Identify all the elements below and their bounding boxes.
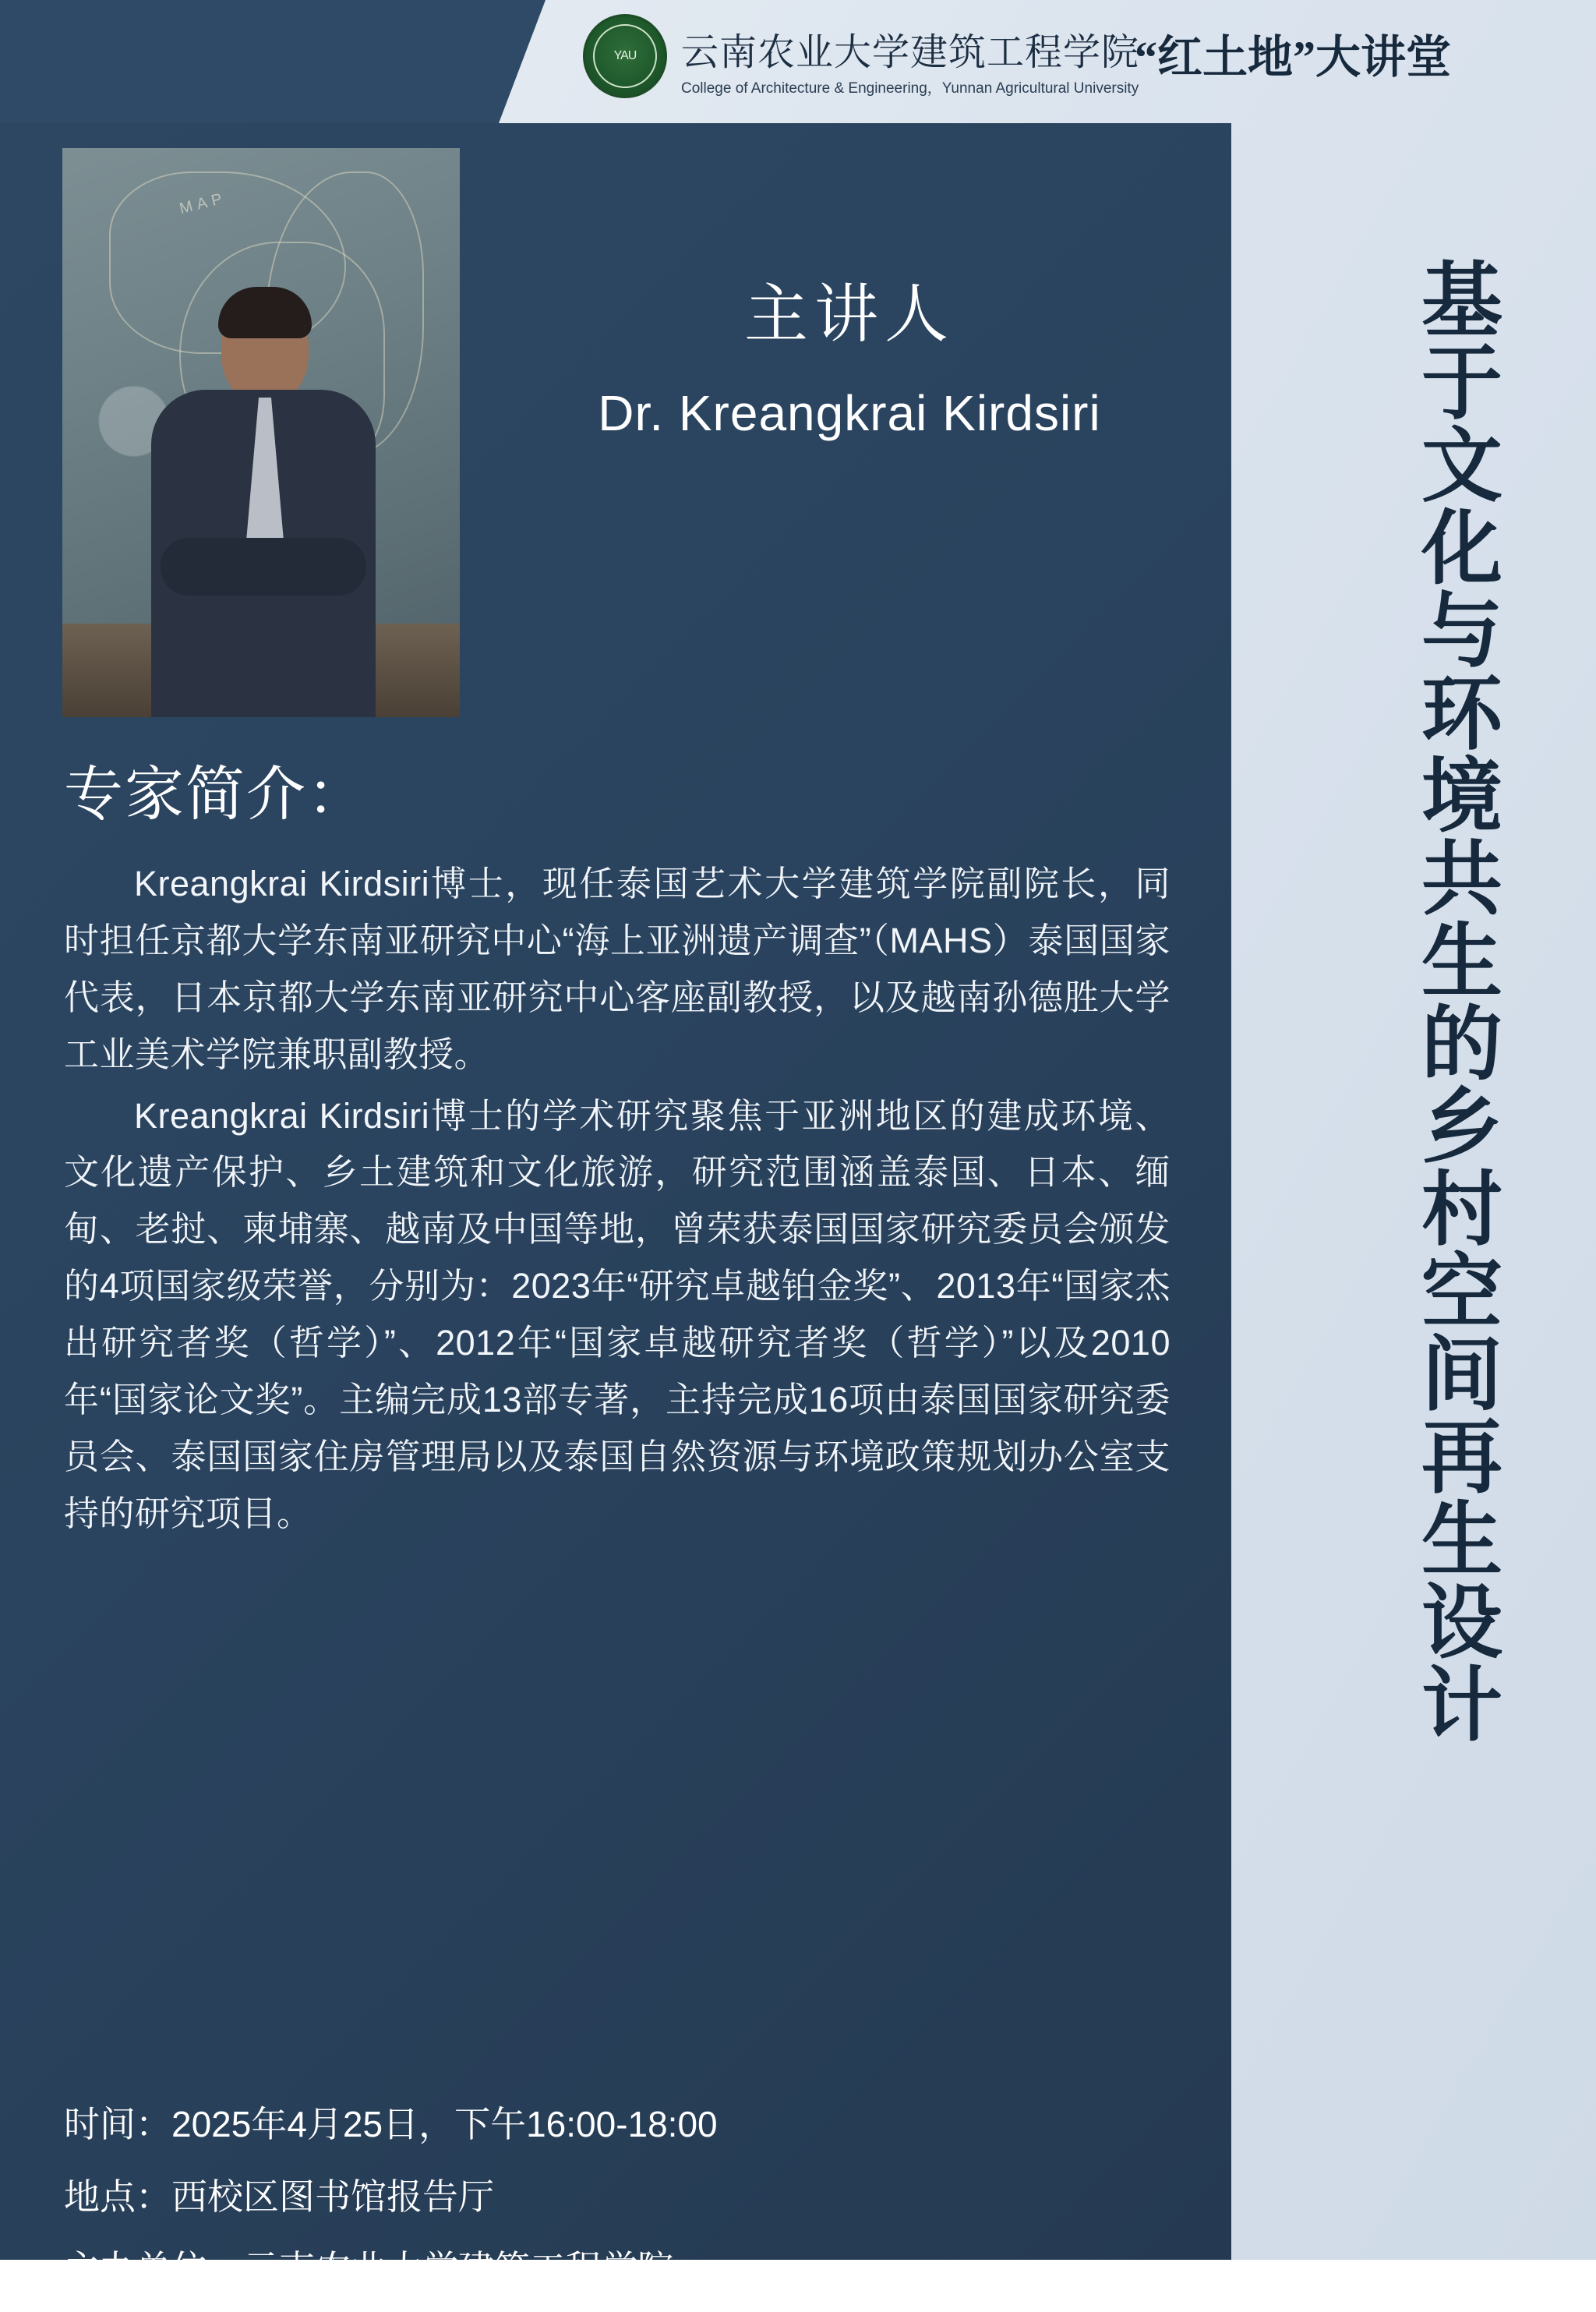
event-info bbox=[64, 2095, 718, 2312]
speaker-title: 主讲人 bbox=[743, 279, 955, 350]
person-figure bbox=[147, 281, 380, 717]
event-place-label: 地点： bbox=[64, 2176, 171, 2217]
event-time-value: 2025年4月25日，下午16:00-18:00 bbox=[171, 2104, 718, 2144]
event-place-row bbox=[64, 2168, 718, 2226]
university-crest-icon bbox=[583, 14, 667, 98]
event-host-label: 主办单位： bbox=[64, 2248, 243, 2289]
main-panel bbox=[0, 123, 1231, 2289]
event-time-row bbox=[64, 2095, 718, 2154]
event-host-row bbox=[64, 2240, 718, 2298]
speaker-block bbox=[499, 263, 1200, 442]
university-name-cn: 云南农业大学建筑工程学院 bbox=[681, 32, 1140, 73]
event-place-value: 西校区图书馆报告厅 bbox=[171, 2176, 494, 2217]
person-folded-arms bbox=[161, 538, 366, 596]
speaker-portrait bbox=[62, 148, 460, 717]
bio-paragraph: Kreangkrai Kirdsiri博士，现任泰国艺术大学建筑学院副院长，同时担任京都大学东南亚研究中心“海上亚洲遗产调查”（MAHS）泰国国家代表，日本京都大学东南亚研究中心客座副教授，以及越南孙德胜大学工业美术学院兼职副教授。 bbox=[64, 864, 1171, 1074]
bio-body bbox=[64, 856, 1171, 1547]
lecture-topic-title: 基于文化与环境共生的乡村空间再生设计 bbox=[1409, 257, 1499, 1745]
bio-heading: 专家简介： bbox=[64, 762, 368, 828]
crest-inner-ring: YAU bbox=[593, 24, 657, 88]
header-angled-band bbox=[0, 0, 546, 123]
bio-paragraph: Kreangkrai Kirdsiri博士的学术研究聚焦于亚洲地区的建成环境、文化遗产保护、乡土建筑和文化旅游，研究范围涵盖泰国、日本、缅甸、老挝、柬埔寨、越南及中国等地，曾荣获泰国国家研究委员会颁发的4项国家级荣誉，分别为：2023年“研究卓越铂金奖”、2013年“国家杰出研究者奖（哲学）”、2012年“国家卓越研究者奖（哲学）”以及2010年“国家论文奖”。主编完成13部专著，主持完成16项由泰国国家研究委员会、泰国国家住房管理局以及泰国自然资源与环境政策规划办公室支持的研究项目。 bbox=[64, 1095, 1171, 1533]
poster-header bbox=[0, 0, 1596, 123]
map-label: MAP bbox=[178, 189, 228, 218]
speaker-name: Dr. Kreangkrai Kirdsiri bbox=[598, 385, 1101, 441]
university-name-en: College of Architecture & Engineering，Yunnan Agricultural University bbox=[681, 80, 1139, 97]
lecture-series-title: “红土地”大讲堂 bbox=[1135, 32, 1452, 83]
event-host-value: 云南农业大学建筑工程学院 bbox=[243, 2248, 673, 2289]
event-time-label: 时间： bbox=[64, 2104, 171, 2144]
person-hair bbox=[218, 287, 312, 338]
